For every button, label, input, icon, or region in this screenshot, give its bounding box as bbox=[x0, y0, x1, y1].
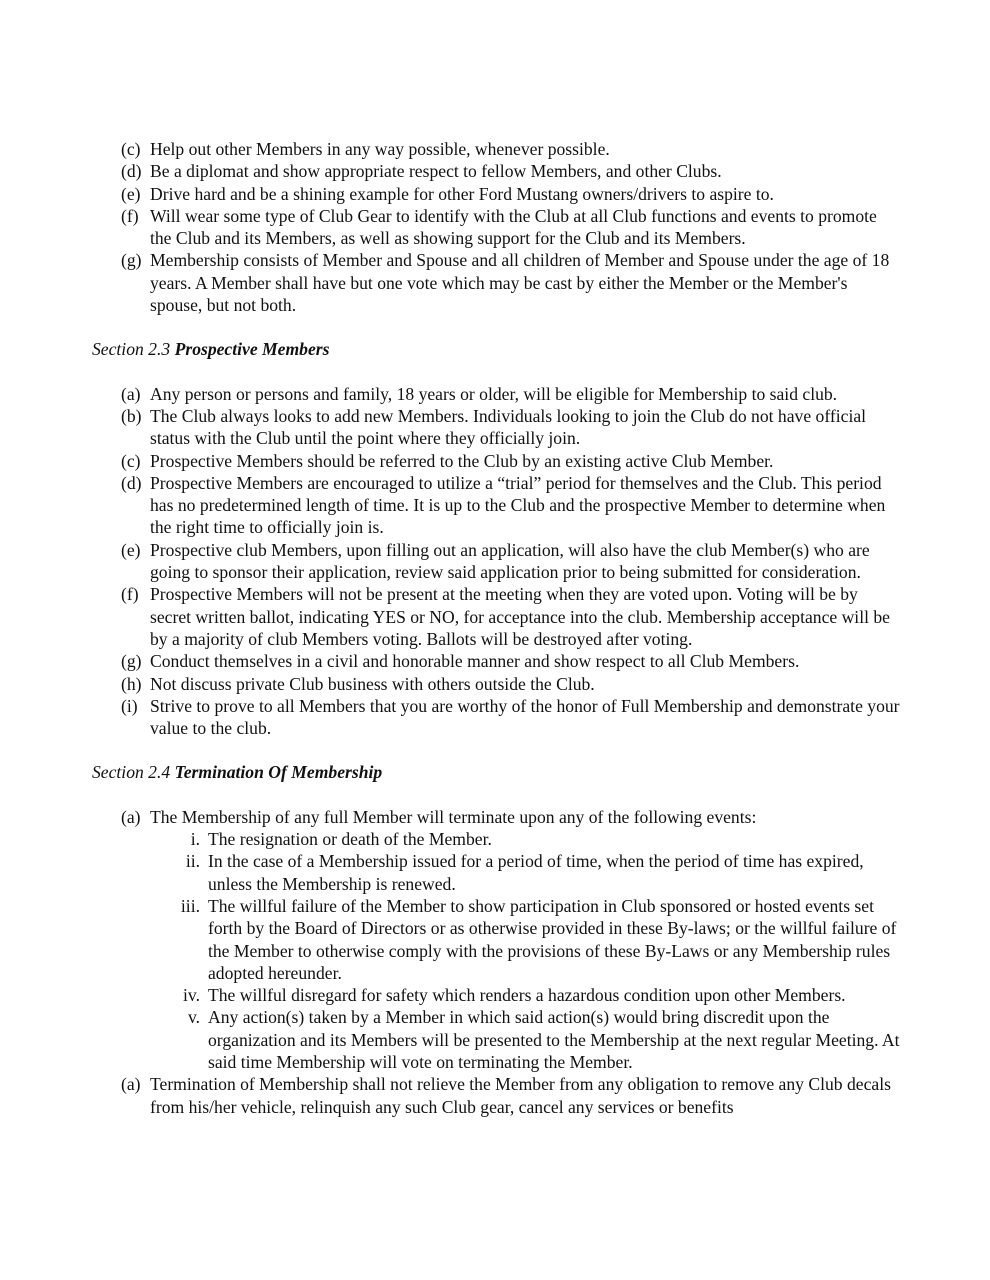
item-text: Conduct themselves in a civil and honorable manner and show respect to all Club Members. bbox=[150, 651, 800, 672]
item-text: Prospective Members will not be present at the meeting when they are voted upon. Voting will be by secret written ballot, indicating YES or NO, for acceptance into the club. Membership acceptance will be by a majority of club Members voting. Ballots will be destroyed after voting. bbox=[150, 584, 890, 649]
item-text: Prospective Members are encouraged to utilize a “trial” period for themselves and the Club. This period has no predetermined length of time. It is up to the Club and the prospective Member to determine when the right time to officially join is. bbox=[150, 472, 886, 538]
item-text: Be a diplomat and show appropriate respect to fellow Members, and other Clubs. bbox=[150, 161, 722, 182]
item-text: Drive hard and be a shining example for other Ford Mustang owners/drivers to aspire to. bbox=[150, 183, 774, 204]
item-marker: (h) bbox=[121, 673, 142, 694]
item-text: The Club always looks to add new Members. Individuals looking to join the Club do not have official status with the Club until the point where they officially join. bbox=[150, 405, 867, 449]
list-item bbox=[0, 405, 990, 450]
item-marker: (g) bbox=[121, 250, 142, 271]
list-item bbox=[0, 249, 990, 316]
item-marker: (e) bbox=[121, 183, 141, 204]
item-marker: (f) bbox=[121, 205, 139, 226]
item-text: The Membership of any full Member will terminate upon any of the following events: bbox=[150, 806, 757, 827]
list-item bbox=[0, 383, 990, 405]
sub-item-text: Any action(s) taken by a Member in which said action(s) would bring discredit upon the organization and its Members will be presented to the Membership at the next regular Meeting. At said time Membership will vote on terminating the Member. bbox=[208, 1007, 900, 1072]
sub-item-text: The willful disregard for safety which renders a hazardous condition upon other Members. bbox=[208, 985, 846, 1006]
item-text: Termination of Membership shall not relieve the Member from any obligation to remove any Club decals from his/her vehicle, relinquish any such Club gear, cancel any services or benefits bbox=[150, 1074, 891, 1117]
item-marker: (b) bbox=[121, 405, 142, 426]
sub-item-marker: iv. bbox=[183, 985, 200, 1006]
list-item bbox=[0, 650, 990, 672]
list-item bbox=[0, 673, 990, 695]
sub-item-text: In the case of a Membership issued for a period of time, when the period of time has expired, unless the Membership is renewed. bbox=[208, 851, 864, 894]
sub-list-item bbox=[0, 895, 990, 984]
member-duties-list bbox=[0, 138, 990, 316]
list-item bbox=[0, 583, 990, 650]
item-text: Prospective Members should be referred to the Club by an existing active Club Member. bbox=[150, 450, 774, 471]
list-item bbox=[0, 183, 990, 205]
sub-item-marker: v. bbox=[187, 1007, 200, 1028]
item-marker: (c) bbox=[121, 450, 141, 471]
section-heading-2-3 bbox=[92, 338, 990, 360]
list-item bbox=[0, 695, 990, 740]
list-item bbox=[0, 138, 990, 160]
list-item bbox=[0, 806, 990, 828]
termination-list bbox=[0, 806, 990, 1118]
item-marker: (d) bbox=[121, 472, 142, 493]
sub-item-text: The willful failure of the Member to show participation in Club sponsored or hosted events set forth by the Board of Directors or as otherwise provided in these By-laws; or the willful failure of the Member to otherwise comply with the provisions of these By-Laws or any Membership rules adopted hereunder. bbox=[208, 895, 897, 983]
item-text: Strive to prove to all Members that you are worthy of the honor of Full Membership and demonstrate your value to the club. bbox=[150, 695, 900, 739]
list-item bbox=[0, 539, 990, 584]
item-marker: (a) bbox=[121, 383, 141, 404]
list-item bbox=[0, 1073, 990, 1118]
item-text: Help out other Members in any way possible, whenever possible. bbox=[150, 139, 610, 159]
sub-item-marker: i. bbox=[190, 829, 200, 850]
item-marker: (i) bbox=[121, 695, 138, 716]
list-item bbox=[0, 472, 990, 539]
sub-list-item bbox=[0, 828, 990, 850]
section-number: Section 2.3 bbox=[92, 339, 171, 360]
item-marker: (e) bbox=[121, 539, 141, 560]
sub-item-marker: iii. bbox=[180, 895, 200, 916]
list-item bbox=[0, 205, 990, 250]
sub-item-marker: ii. bbox=[185, 851, 200, 872]
item-text: Any person or persons and family, 18 years or older, will be eligible for Membership to said club. bbox=[150, 383, 838, 404]
item-text: Not discuss private Club business with others outside the Club. bbox=[150, 673, 595, 694]
prospective-members-list bbox=[0, 383, 990, 740]
list-item bbox=[0, 160, 990, 182]
item-marker: (f) bbox=[121, 584, 139, 605]
document-page bbox=[0, 138, 990, 1118]
section-title: Termination Of Membership bbox=[174, 762, 383, 783]
sub-list-item bbox=[0, 1006, 990, 1073]
sub-list-item bbox=[0, 984, 990, 1006]
section-heading-2-4 bbox=[92, 761, 990, 783]
item-marker: (c) bbox=[121, 139, 141, 159]
item-marker: (a) bbox=[121, 806, 141, 827]
item-marker: (d) bbox=[121, 161, 142, 182]
item-text: Membership consists of Member and Spouse and all children of Member and Spouse under the age of 18 years. A Member shall have but one vote which may be cast by either the Member or the Member's spouse, but not both. bbox=[150, 250, 890, 316]
item-text: Prospective club Members, upon filling out an application, will also have the club Member(s) who are going to sponsor their application, review said application prior to being submitted for consideration. bbox=[150, 539, 870, 583]
section-number: Section 2.4 bbox=[92, 762, 171, 783]
section-title: Prospective Members bbox=[174, 339, 330, 360]
item-text: Will wear some type of Club Gear to identify with the Club at all Club functions and events to promote the Club and its Members, as well as showing support for the Club and its Members. bbox=[150, 205, 877, 249]
list-item bbox=[0, 450, 990, 472]
item-marker: (g) bbox=[121, 651, 142, 672]
sub-item-text: The resignation or death of the Member. bbox=[208, 829, 492, 850]
item-marker: (a) bbox=[121, 1074, 141, 1095]
sub-list-item bbox=[0, 850, 990, 895]
